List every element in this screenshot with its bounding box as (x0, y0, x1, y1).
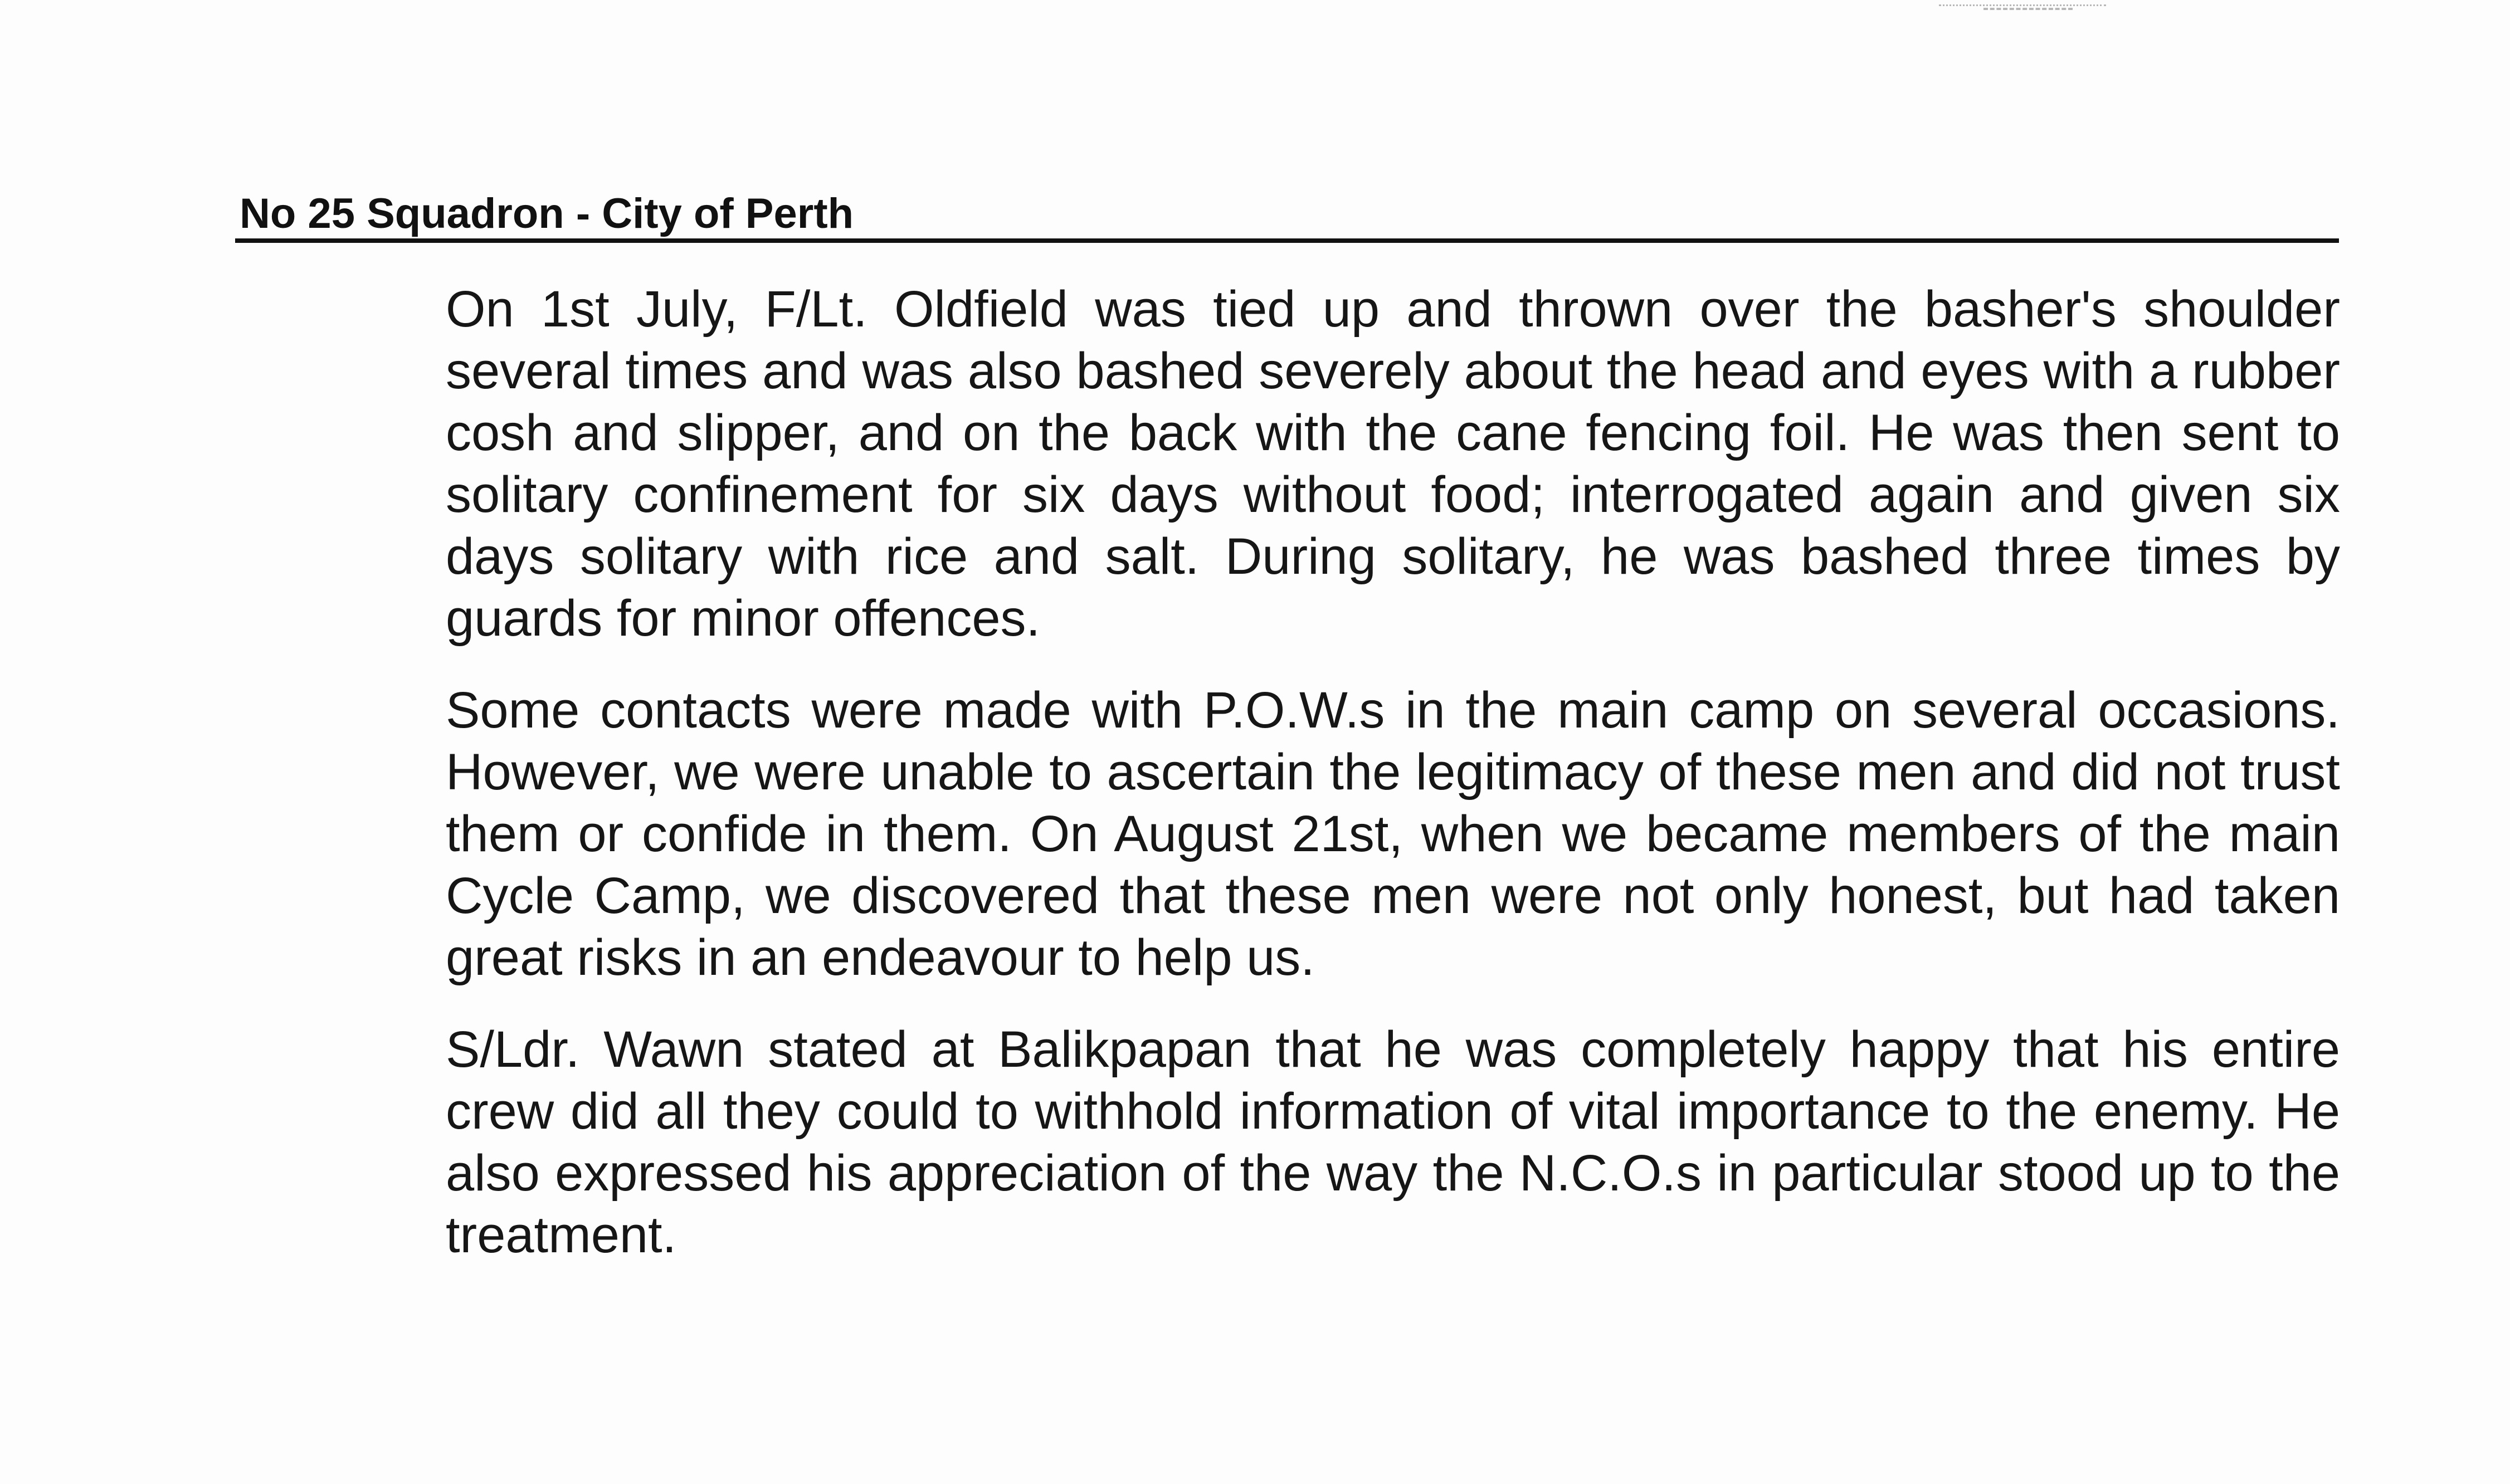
scan-artifact (1983, 8, 2073, 12)
page-header (240, 187, 2339, 243)
document-body (446, 279, 2340, 1266)
paragraph: Some contacts were made with P.O.W.s in the main camp on several occasions. However, we were unable to ascertain the legitimacy of these men and did not trust them or confide in them. On August 21st, when we became members of the main Cycle Camp, we discovered that these men were not only honest, but had taken great risks in an endeavour to help us. (446, 682, 2340, 986)
page-title: No 25 Squadron - City of Perth (240, 190, 854, 237)
paragraph: S/Ldr. Wawn stated at Balikpapan that he was completely happy that his entire crew did all they could to withhold information of vital importance to the enemy. He also expressed his appreciation of the way the N.C.O.s in particular stood up to the treatment. (446, 1021, 2340, 1263)
header-divider (235, 238, 2339, 243)
paragraph: On 1st July, F/Lt. Oldfield was tied up and thrown over the basher's shoulder several times and was also bashed severely about the head and eyes with a rubber cosh and slipper, and on the back with the cane fencing foil. He was then sent to solitary confinement for six days without food; interrogated again and given six days solitary with rice and salt. During solitary, he was bashed three times by guards for minor offences. (446, 281, 2340, 647)
